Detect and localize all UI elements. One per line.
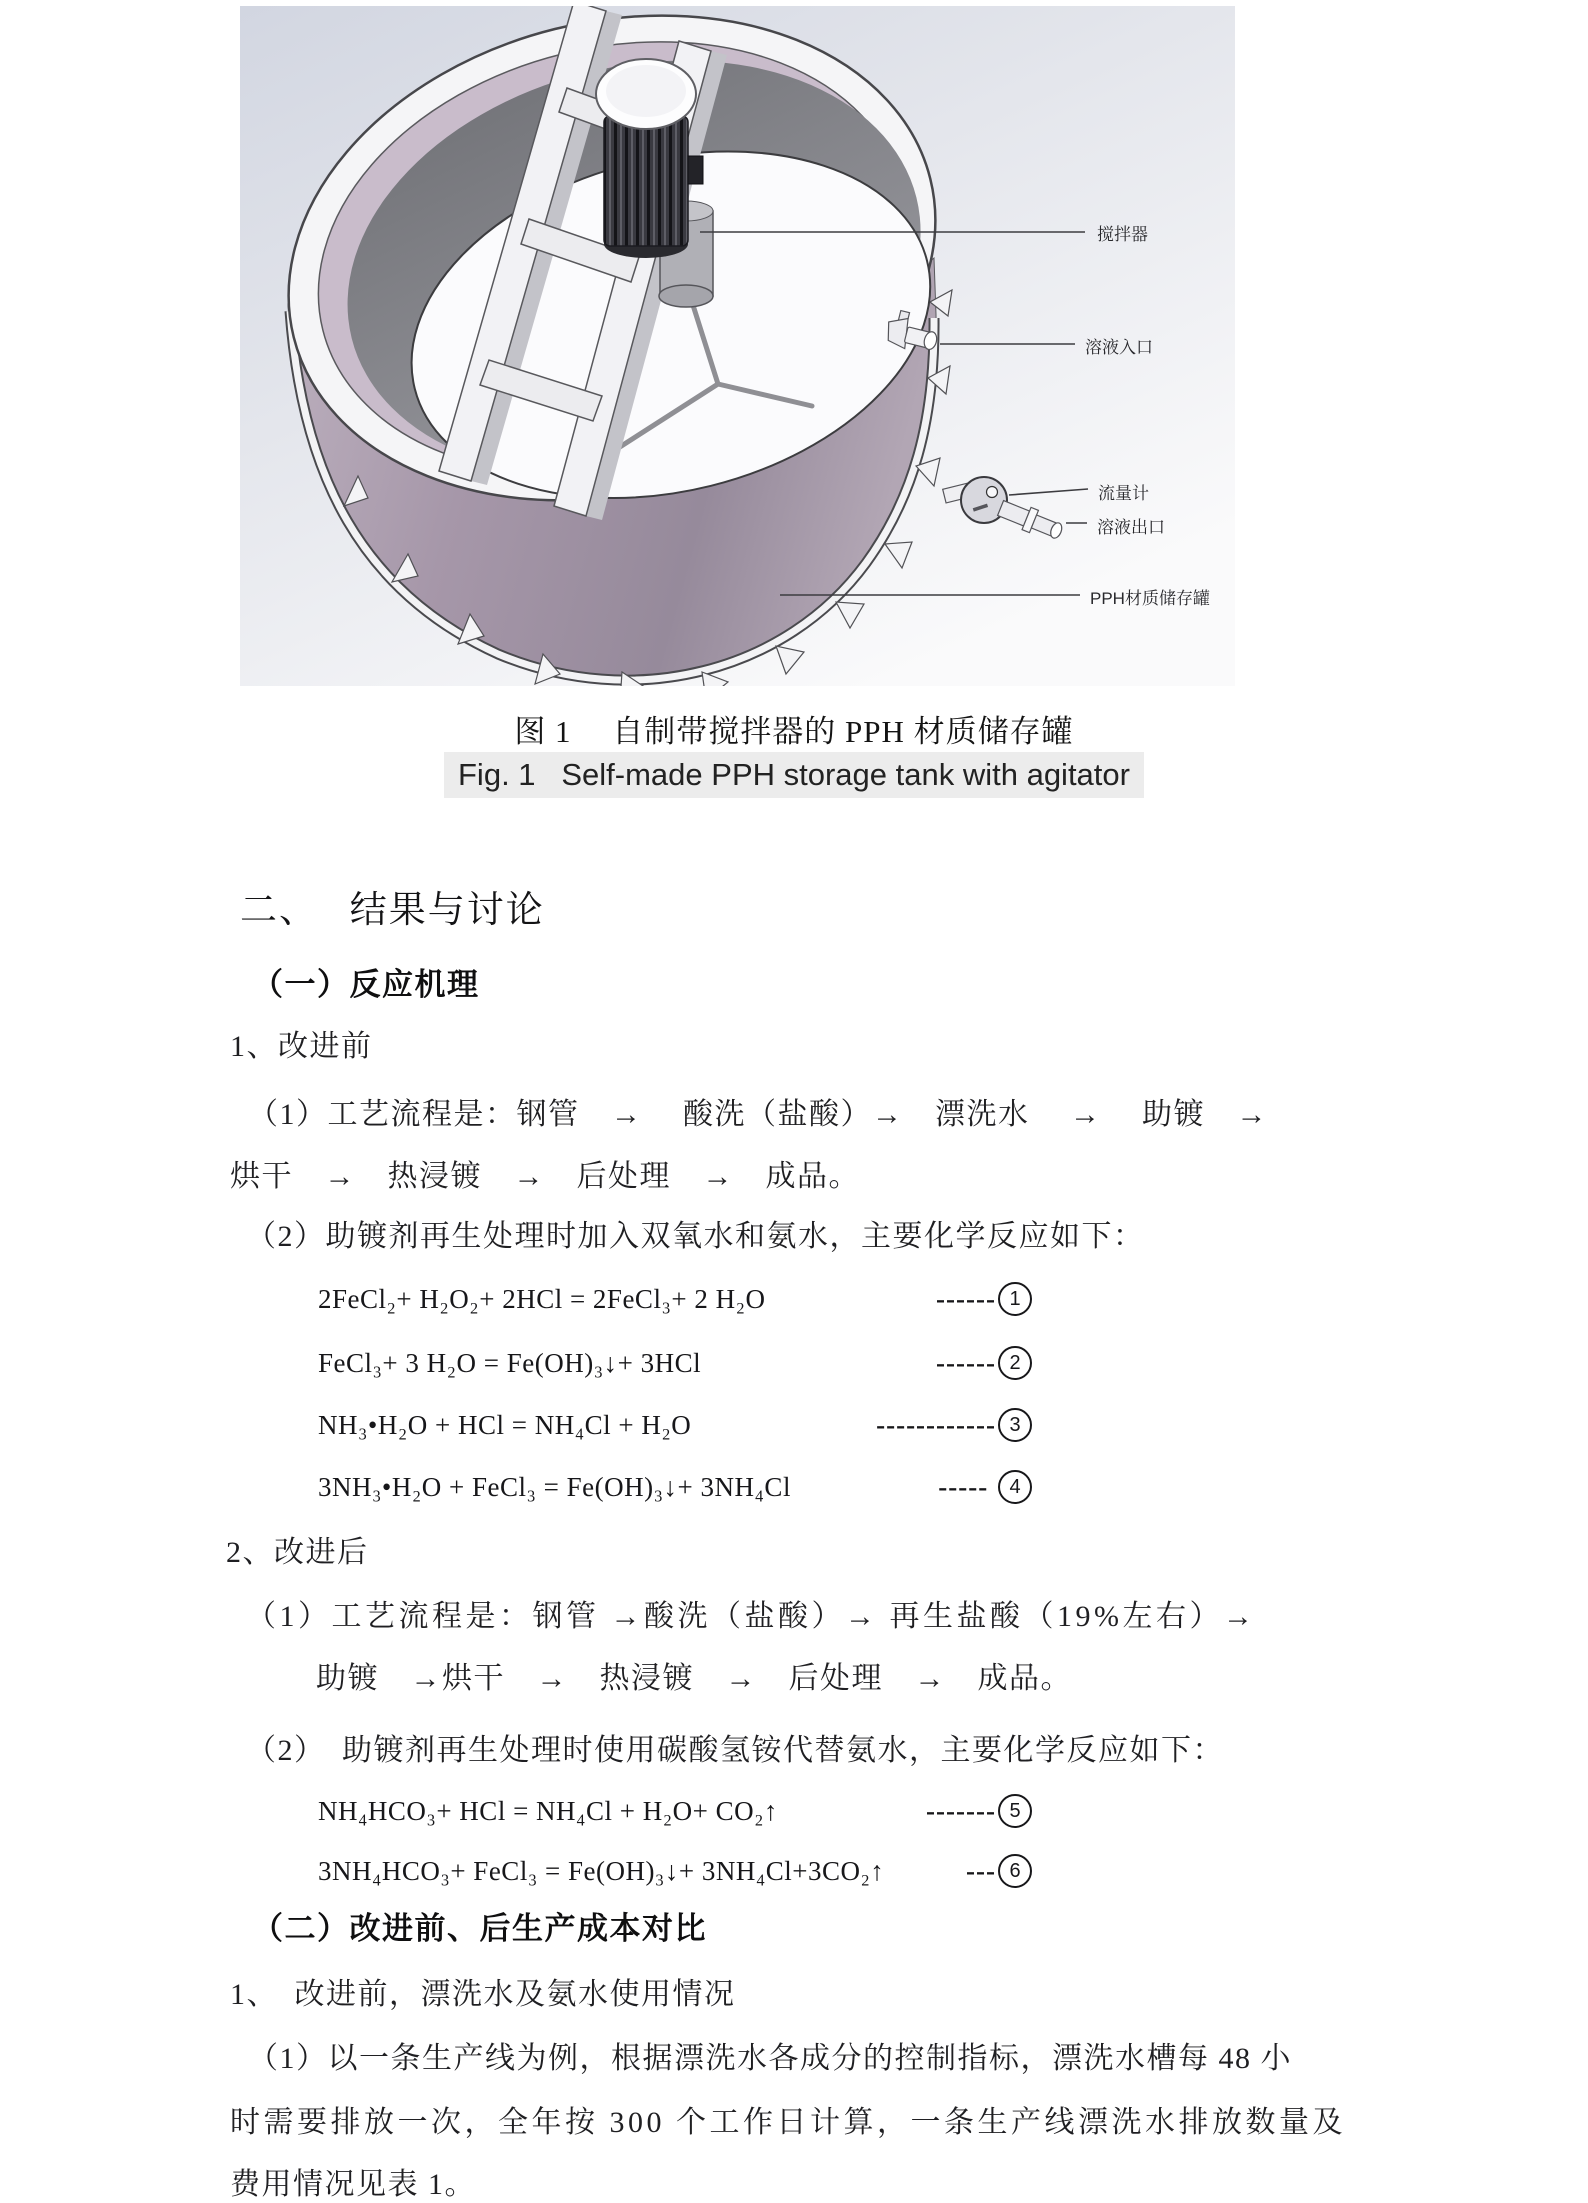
equation-marker — [966, 1854, 1032, 1888]
paragraph-flow2-line1: （1）工艺流程是：钢管 →酸洗（盐酸）→ 再生盐酸（19%左右）→ — [246, 1600, 1257, 1633]
paragraph-flow2-line2: 助镀 →烘干 → 热浸镀 → 后处理 → 成品。 — [316, 1662, 1072, 1695]
equation-dashes: ------------ — [876, 1409, 996, 1440]
equation-number: 6 — [998, 1854, 1032, 1888]
equation-dashes: --- — [966, 1855, 996, 1886]
paragraph-cost-line3: 费用情况见表 1。 — [230, 2168, 476, 2201]
equation-dashes: ----- — [938, 1471, 996, 1502]
subsection-heading-mechanism: （一）反应机理 — [252, 967, 480, 1002]
paragraph-chem2: （2） 助镀剂再生处理时使用碳酸氢铵代替氨水，主要化学反应如下： — [246, 1734, 1224, 1767]
agitator-motor — [596, 59, 703, 258]
equation-number: 3 — [998, 1408, 1032, 1442]
paragraph-flow1-line1: （1）工艺流程是：钢管 → 酸洗（盐酸）→ 漂洗水 → 助镀 → — [248, 1098, 1268, 1131]
label-solution-inlet: 溶液入口 — [1085, 338, 1153, 357]
equation-row-4 — [318, 1470, 1032, 1504]
figure-caption-en — [0, 752, 1588, 798]
equation-row-5 — [318, 1794, 1032, 1828]
equation-marker — [926, 1794, 1032, 1828]
equation-formula: 2FeCl₂+ H₂O₂+ 2HCl = 2FeCl₃+ 2 H₂O — [318, 1283, 766, 1314]
paragraph-cost-line1: （1）以一条生产线为例，根据漂洗水各成分的控制指标，漂洗水槽每 48 小 — [248, 2042, 1292, 2075]
label-pph-tank: PPH材质储存罐 — [1090, 589, 1210, 608]
equation-formula: 3NH₃•H₂O + FeCl₃ = Fe(OH)₃↓+ 3NH₄Cl — [318, 1471, 791, 1502]
equation-number: 5 — [998, 1794, 1032, 1828]
paragraph-before: 1、改进前 — [230, 1030, 373, 1063]
equation-row-2 — [318, 1346, 1032, 1380]
equation-marker — [876, 1408, 1032, 1442]
equation-dashes: ------- — [926, 1795, 996, 1826]
figure-caption-zh: 图 1 自制带搅拌器的 PPH 材质储存罐 — [514, 714, 1074, 749]
equation-formula: FeCl₃+ 3 H₂O = Fe(OH)₃↓+ 3HCl — [318, 1347, 702, 1378]
equation-number: 2 — [998, 1346, 1032, 1380]
label-agitator: 搅拌器 — [1097, 225, 1148, 244]
label-solution-outlet: 溶液出口 — [1097, 518, 1165, 537]
equation-marker — [936, 1282, 1032, 1316]
equation-dashes: ------ — [936, 1347, 996, 1378]
paragraph-flow1-line2: 烘干 → 热浸镀 → 后处理 → 成品。 — [230, 1160, 860, 1193]
figure-1 — [240, 6, 1235, 686]
equation-number: 4 — [998, 1470, 1032, 1504]
figure-caption-en-text: Fig. 1 Self-made PPH storage tank with agitator — [444, 752, 1144, 798]
equation-formula: NH₃•H₂O + HCl = NH₄Cl + H₂O — [318, 1409, 692, 1440]
paragraph-chem1: （2）助镀剂再生处理时加入双氧水和氨水，主要化学反应如下： — [246, 1220, 1145, 1253]
paragraph-cost-line2: 时需要排放一次，全年按 300 个工作日计算，一条生产线漂洗水排放数量及 — [230, 2106, 1346, 2139]
equation-formula: NH₄HCO₃+ HCl = NH₄Cl + H₂O+ CO₂↑ — [318, 1795, 778, 1826]
equation-dashes: ------ — [936, 1283, 996, 1314]
section-heading-results: 二、 结果与讨论 — [240, 890, 545, 931]
equation-row-6 — [318, 1854, 1032, 1888]
equation-number: 1 — [998, 1282, 1032, 1316]
paragraph-usage: 1、 改进前，漂洗水及氨水使用情况 — [230, 1978, 736, 2011]
equation-row-1 — [318, 1282, 1032, 1316]
subsection-heading-cost: （二）改进前、后生产成本对比 — [252, 1911, 707, 1946]
equation-row-3 — [318, 1408, 1032, 1442]
paragraph-after: 2、改进后 — [226, 1536, 369, 1569]
equation-formula: 3NH₄HCO₃+ FeCl₃ = Fe(OH)₃↓+ 3NH₄Cl+3CO₂↑ — [318, 1855, 885, 1886]
label-flow-meter: 流量计 — [1098, 484, 1149, 503]
equation-marker — [938, 1470, 1032, 1504]
equation-marker — [936, 1346, 1032, 1380]
